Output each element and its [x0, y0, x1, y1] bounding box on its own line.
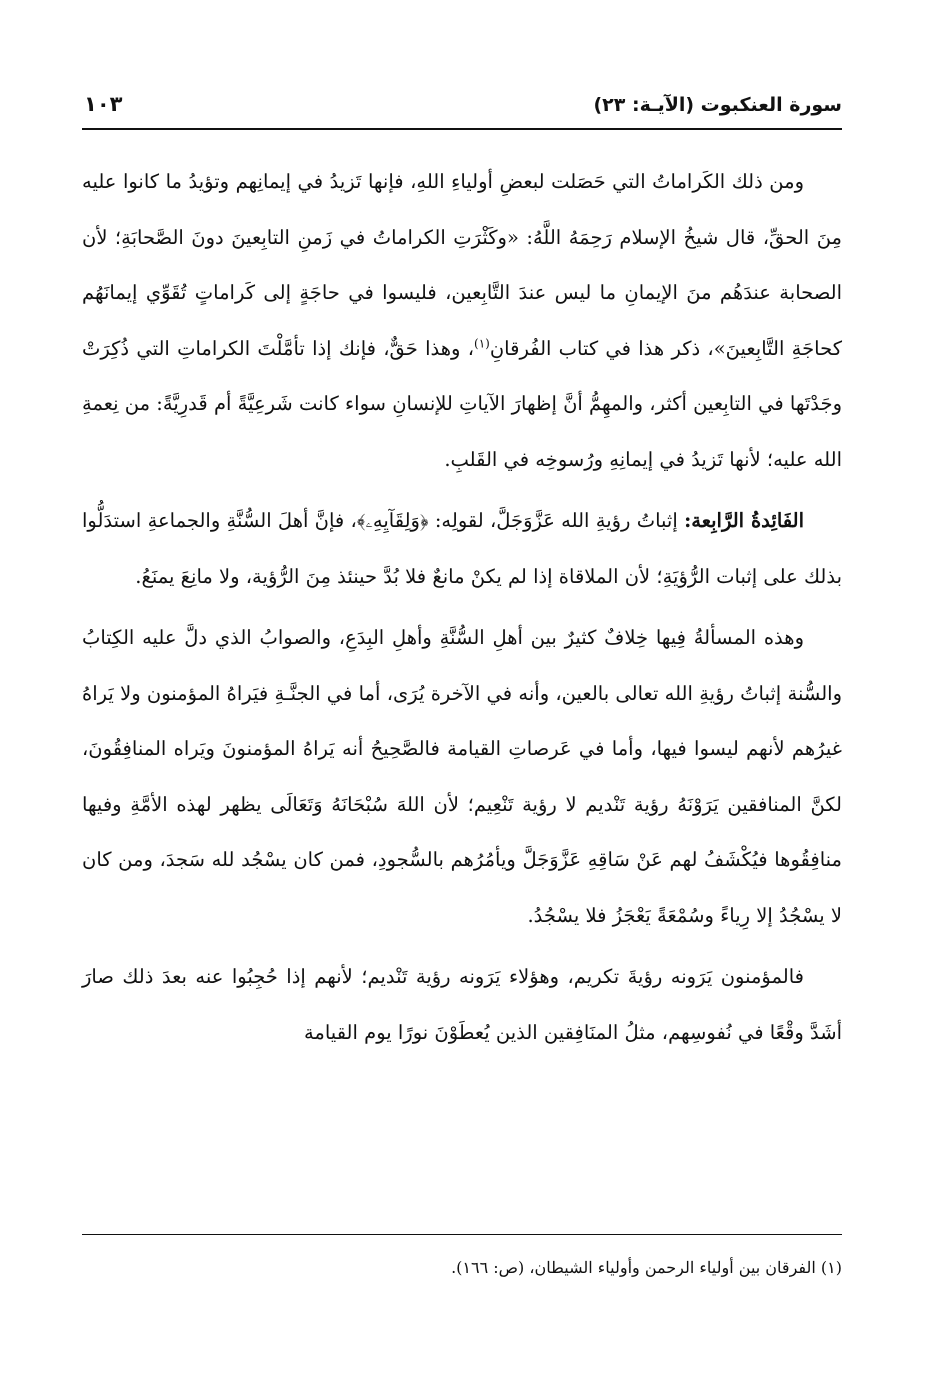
- benefit-heading: الفَائِدةُ الرَّابِعة:: [684, 509, 805, 532]
- running-header: [82, 88, 842, 130]
- paragraph-ruyah-issue: [82, 610, 842, 943]
- paragraph-text: ومن ذلك الكَراماتُ التي حَصَلت لبعضِ أولياءِ اللهِ، فإنها تَزيدُ في إيمانِهم وتؤيدُ ما كانوا عليه مِنَ الحقِّ، قال شيخُ الإسلام رَحِمَهُ اللَّهُ: «وكَثْرَتِ الكراماتُ في زَمنِ التابِعينَ دونَ الصَّحابَةِ؛ لأن الصحابة عندَهُم منَ الإيمانِ ما ليس عندَ التَّابِعين، فليسوا في حاجَةٍ إلى كَراماتٍ تُقَوِّي إيمانَهُم كحاجَةِ التَّابِعينَ»، ذكر هذا في كتاب الفُرقانِ: [82, 170, 842, 360]
- paragraph-fourth-benefit: [82, 493, 842, 604]
- paragraph-believers: [82, 949, 842, 1060]
- paragraph-text: فالمؤمنون يَرَونه رؤيةَ تكريم، وهؤلاء يَرَونه رؤية تَنْديم؛ لأنهم إذا حُجِبُوا عنه بعدَ ذلك صارَ أشَدَّ وقْعًا في نُفوسِهم، مثلُ المنَافِقين الذين يُعطَوْنَ نورًا يوم القيامة: [82, 965, 842, 1044]
- footnote: (١) الفرقان بين أولياء الرحمن وأولياء الشيطان، (ص: ١٦٦).: [451, 1258, 842, 1277]
- page-number: ١٠٣: [84, 92, 123, 116]
- surah-title: سورة العنكبوت (الآيـة: ٢٣): [593, 94, 842, 116]
- book-page: [82, 88, 842, 1338]
- paragraph-text: إثباتُ رؤيةِ الله عَزَّوَجَلَّ، لقولِه: ﴿وَلِقَآيِهِۦ﴾، فإنَّ أهلَ السُّنَّةِ والجماعةِ استدَلُّوا بذلك على إثبات الرُّؤيَةِ؛ لأن الملاقاة إذا لم يكنْ مانعٌ فلا بُدَّ حينئذ مِنَ الرُّؤية، ولا مانِعَ يمنَعُ.: [82, 509, 842, 588]
- footnote-divider: [82, 1234, 842, 1235]
- main-text: [82, 154, 842, 1060]
- paragraph-text: وهذه المسألةُ فِيها خِلافٌ كثيرٌ بين أهلِ السُّنَّةِ وأهلِ البِدَعِ، والصوابُ الذي دلَّ عليه الكِتابُ والسُّنة إثباتُ رؤيةِ الله تعالى بالعين، وأنه في الآخرة يُرَى، أما في الجنَّـةِ فيَراهُ المؤمنون ولا يَراهُ غيرُهم لأنهم ليسوا فيها، وأما في عَرصاتِ القيامة فالصَّحِيحُ أنه يَراهُ المؤمنونَ ويَراه المنافِقُونَ، لكنَّ المنافقين يَرَوْنَهُ رؤية تَنْديم لا رؤية تَنْعِيم؛ لأن اللهَ سُبْحَانَهُ وَتَعَالَى يظهر لهذه الأمَّةِ وفيها منافِقُوها فيُكْشَفُ لهم عَنْ سَاقِهِ عَزَّوَجَلَّ ويأمُرُهم بالسُّجودِ، فمن كان يسْجُد لله سَجدَ، ومن كان لا يسْجُدُ إلا رِياءً وسُمْعَةً يَعْجَزُ فلا يسْجُدُ.: [82, 626, 842, 927]
- paragraph-karamat: [82, 154, 842, 487]
- footnote-reference: (١): [474, 336, 490, 350]
- paragraph-text-continued: ، وهذا حَقٌّ، فإنك إذا تأمَّلْتَ الكراماتِ التي ذُكِرَتْ وجَدْتَها في التابِعين أكثر، والمهِمُّ أنَّ إظهارَ الآياتِ للإنسانِ سواء كانت شَرعِيَّةً أم قَدرِيَّةً: من نِعمةِ الله عليه؛ لأنها تَزيدُ في إيمانِهِ ورُسوخِه في القَلبِ.: [82, 336, 842, 471]
